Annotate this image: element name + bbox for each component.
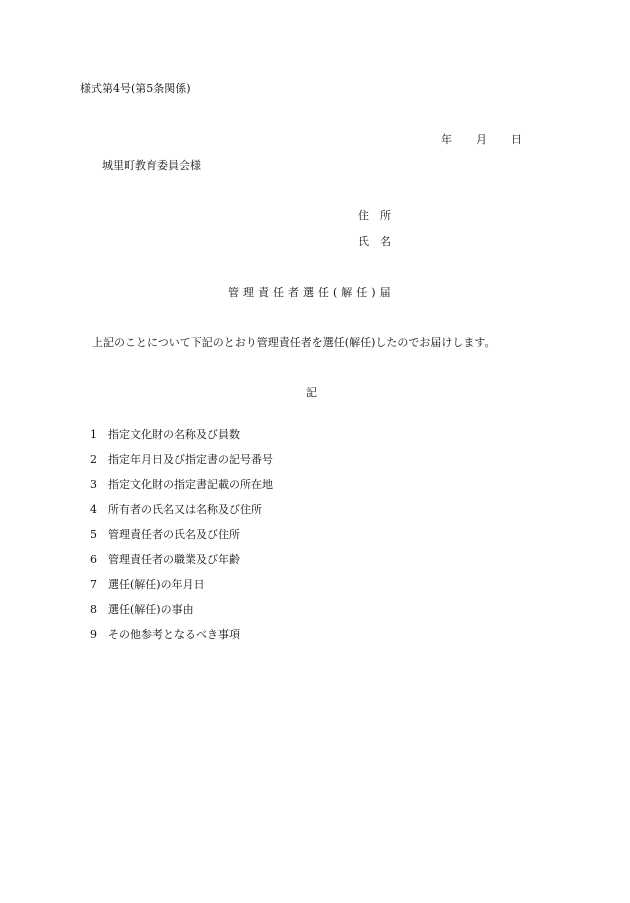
list-item [90,478,273,503]
date-month-label: 月 [476,133,487,146]
item-number: 6 [90,553,97,566]
document-title: 管理責任者選任(解任)届 [228,286,395,299]
list-item [90,578,273,603]
list-item [90,553,273,578]
addressee: 城里町教育委員会様 [102,159,201,172]
form-number: 様式第4号(第5条関係) [80,82,191,95]
item-number: 8 [90,603,97,616]
item-number: 4 [90,503,97,516]
item-text: 選任(解任)の事由 [108,603,194,616]
item-text: 管理責任者の氏名及び住所 [108,528,240,541]
item-text: 指定文化財の名称及び員数 [108,428,240,441]
item-text: その他参考となるべき事項 [108,628,240,641]
item-number: 9 [90,628,97,641]
list-item [90,503,273,528]
item-text: 所有者の氏名又は名称及び住所 [108,503,262,516]
ki-heading: 記 [306,386,317,399]
item-number: 1 [90,428,97,441]
item-text: 選任(解任)の年月日 [108,578,205,591]
list-item [90,428,273,453]
item-number: 7 [90,578,97,591]
body-text: 上記のことについて下記のとおり管理責任者を選任(解任)したのでお届けします。 [92,336,496,349]
list-item [90,528,273,553]
date-year-label: 年 [441,133,452,146]
date-line [441,131,522,147]
list-item [90,453,273,478]
item-text: 指定年月日及び指定書の記号番号 [108,453,273,466]
date-day-label: 日 [511,133,522,146]
item-number: 3 [90,478,97,491]
list-item [90,628,273,653]
name-label: 氏 名 [358,235,391,248]
item-list [90,428,273,653]
item-number: 2 [90,453,97,466]
item-text: 管理責任者の職業及び年齢 [108,553,240,566]
item-number: 5 [90,528,97,541]
list-item [90,603,273,628]
address-label: 住 所 [358,209,391,222]
item-text: 指定文化財の指定書記載の所在地 [108,478,273,491]
